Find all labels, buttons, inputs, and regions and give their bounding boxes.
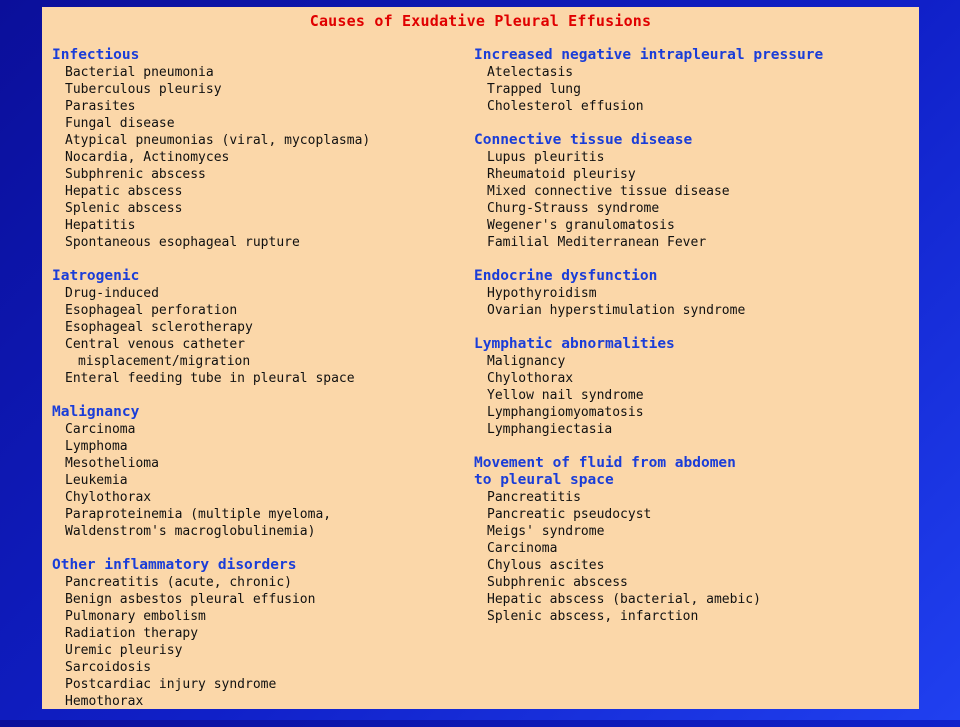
list-item: Rheumatoid pleurisy [487,167,636,182]
list-item: Mixed connective tissue disease [487,184,730,199]
list-item: Chylous ascites [487,558,605,573]
list-item: Bacterial pneumonia [65,65,214,80]
list-item: Atypical pneumonias (viral, mycoplasma) [65,133,371,148]
list-item: Cholesterol effusion [487,99,644,114]
section-heading: Infectious [52,47,140,63]
list-item: Splenic abscess [65,201,183,216]
list-item: Familial Mediterranean Fever [487,235,707,250]
list-item: Hepatitis [65,218,136,233]
section-connective-tissue-disease [474,132,823,251]
section-other-inflammatory-disorders [52,557,370,710]
list-item: Drug-induced [65,286,159,301]
list-item: Fungal disease [65,116,175,131]
list-item: Lupus pleuritis [487,150,605,165]
list-item: Esophageal perforation [65,303,238,318]
list-item: Yellow nail syndrome [487,388,644,403]
section-heading: Iatrogenic [52,268,140,284]
list-item: Leukemia [65,473,128,488]
section-heading: Endocrine dysfunction [474,268,658,284]
section-heading: Movement of fluid from abdomen [474,455,736,471]
list-item: Postcardiac injury syndrome [65,677,277,692]
list-item: Carcinoma [487,541,558,556]
left-column [52,47,370,727]
section-lymphatic-abnormalities [474,336,823,438]
table-title: Causes of Exudative Pleural Effusions [309,12,652,30]
list-item: Churg-Strauss syndrome [487,201,660,216]
list-item: Malignancy [487,354,566,369]
list-item: Subphrenic abscess [487,575,628,590]
list-item: Meigs' syndrome [487,524,605,539]
list-item: Paraproteinemia (multiple myeloma, [65,507,332,522]
section-malignancy [52,404,370,540]
list-item: Pulmonary embolism [65,609,206,624]
list-item: Hepatic abscess [65,184,183,199]
section-movement-of-fluid-from-abdomen [474,455,823,625]
list-item: Chylothorax [65,490,152,505]
section-iatrogenic [52,268,370,387]
section-heading: Other inflammatory disorders [52,557,297,573]
list-item: Uremic pleurisy [65,643,183,658]
section-increased-negative-intrapleural-pressure [474,47,823,115]
list-item: Nocardia, Actinomyces [65,150,230,165]
table-image-panel [42,7,919,709]
section-endocrine-dysfunction [474,268,823,319]
section-heading: Increased negative intrapleural pressure [474,47,824,63]
list-item: misplacement/migration [78,354,251,369]
list-item: Trapped lung [487,82,581,97]
list-item: Enteral feeding tube in pleural space [65,371,355,386]
list-item: Subphrenic abscess [65,167,206,182]
list-item: Lymphoma [65,439,128,454]
list-item: Parasites [65,99,136,114]
section-heading: Connective tissue disease [474,132,693,148]
right-column [474,47,823,642]
list-item: Mesothelioma [65,456,159,471]
list-item: Hemothorax [65,694,144,709]
list-item: Central venous catheter [65,337,246,352]
list-item: Lymphangiomyomatosis [487,405,644,420]
list-item: Pancreatitis (acute, chronic) [65,575,292,590]
list-item: Hypothyroidism [487,286,597,301]
section-heading: Lymphatic abnormalities [474,336,675,352]
list-item: Pancreatitis [487,490,581,505]
list-item: Waldenstrom's macroglobulinemia) [65,524,316,539]
list-item: Wegener's granulomatosis [487,218,675,233]
section-infectious [52,47,370,251]
section-heading: Malignancy [52,404,140,420]
list-item: Radiation therapy [65,626,199,641]
list-item: Benign asbestos pleural effusion [65,592,316,607]
list-item: Esophageal sclerotherapy [65,320,253,335]
list-item: Ovarian hyperstimulation syndrome [487,303,746,318]
list-item: Lymphangiectasia [487,422,613,437]
section-heading: to pleural space [474,472,614,488]
list-item: Sarcoidosis [65,660,152,675]
list-item: Carcinoma [65,422,136,437]
list-item: Pancreatic pseudocyst [487,507,652,522]
list-item: Splenic abscess, infarction [487,609,699,624]
list-item: Spontaneous esophageal rupture [65,235,300,250]
list-item: Chylothorax [487,371,574,386]
list-item: Hepatic abscess (bacterial, amebic) [487,592,761,607]
list-item: Tuberculous pleurisy [65,82,222,97]
list-item: Atelectasis [487,65,574,80]
